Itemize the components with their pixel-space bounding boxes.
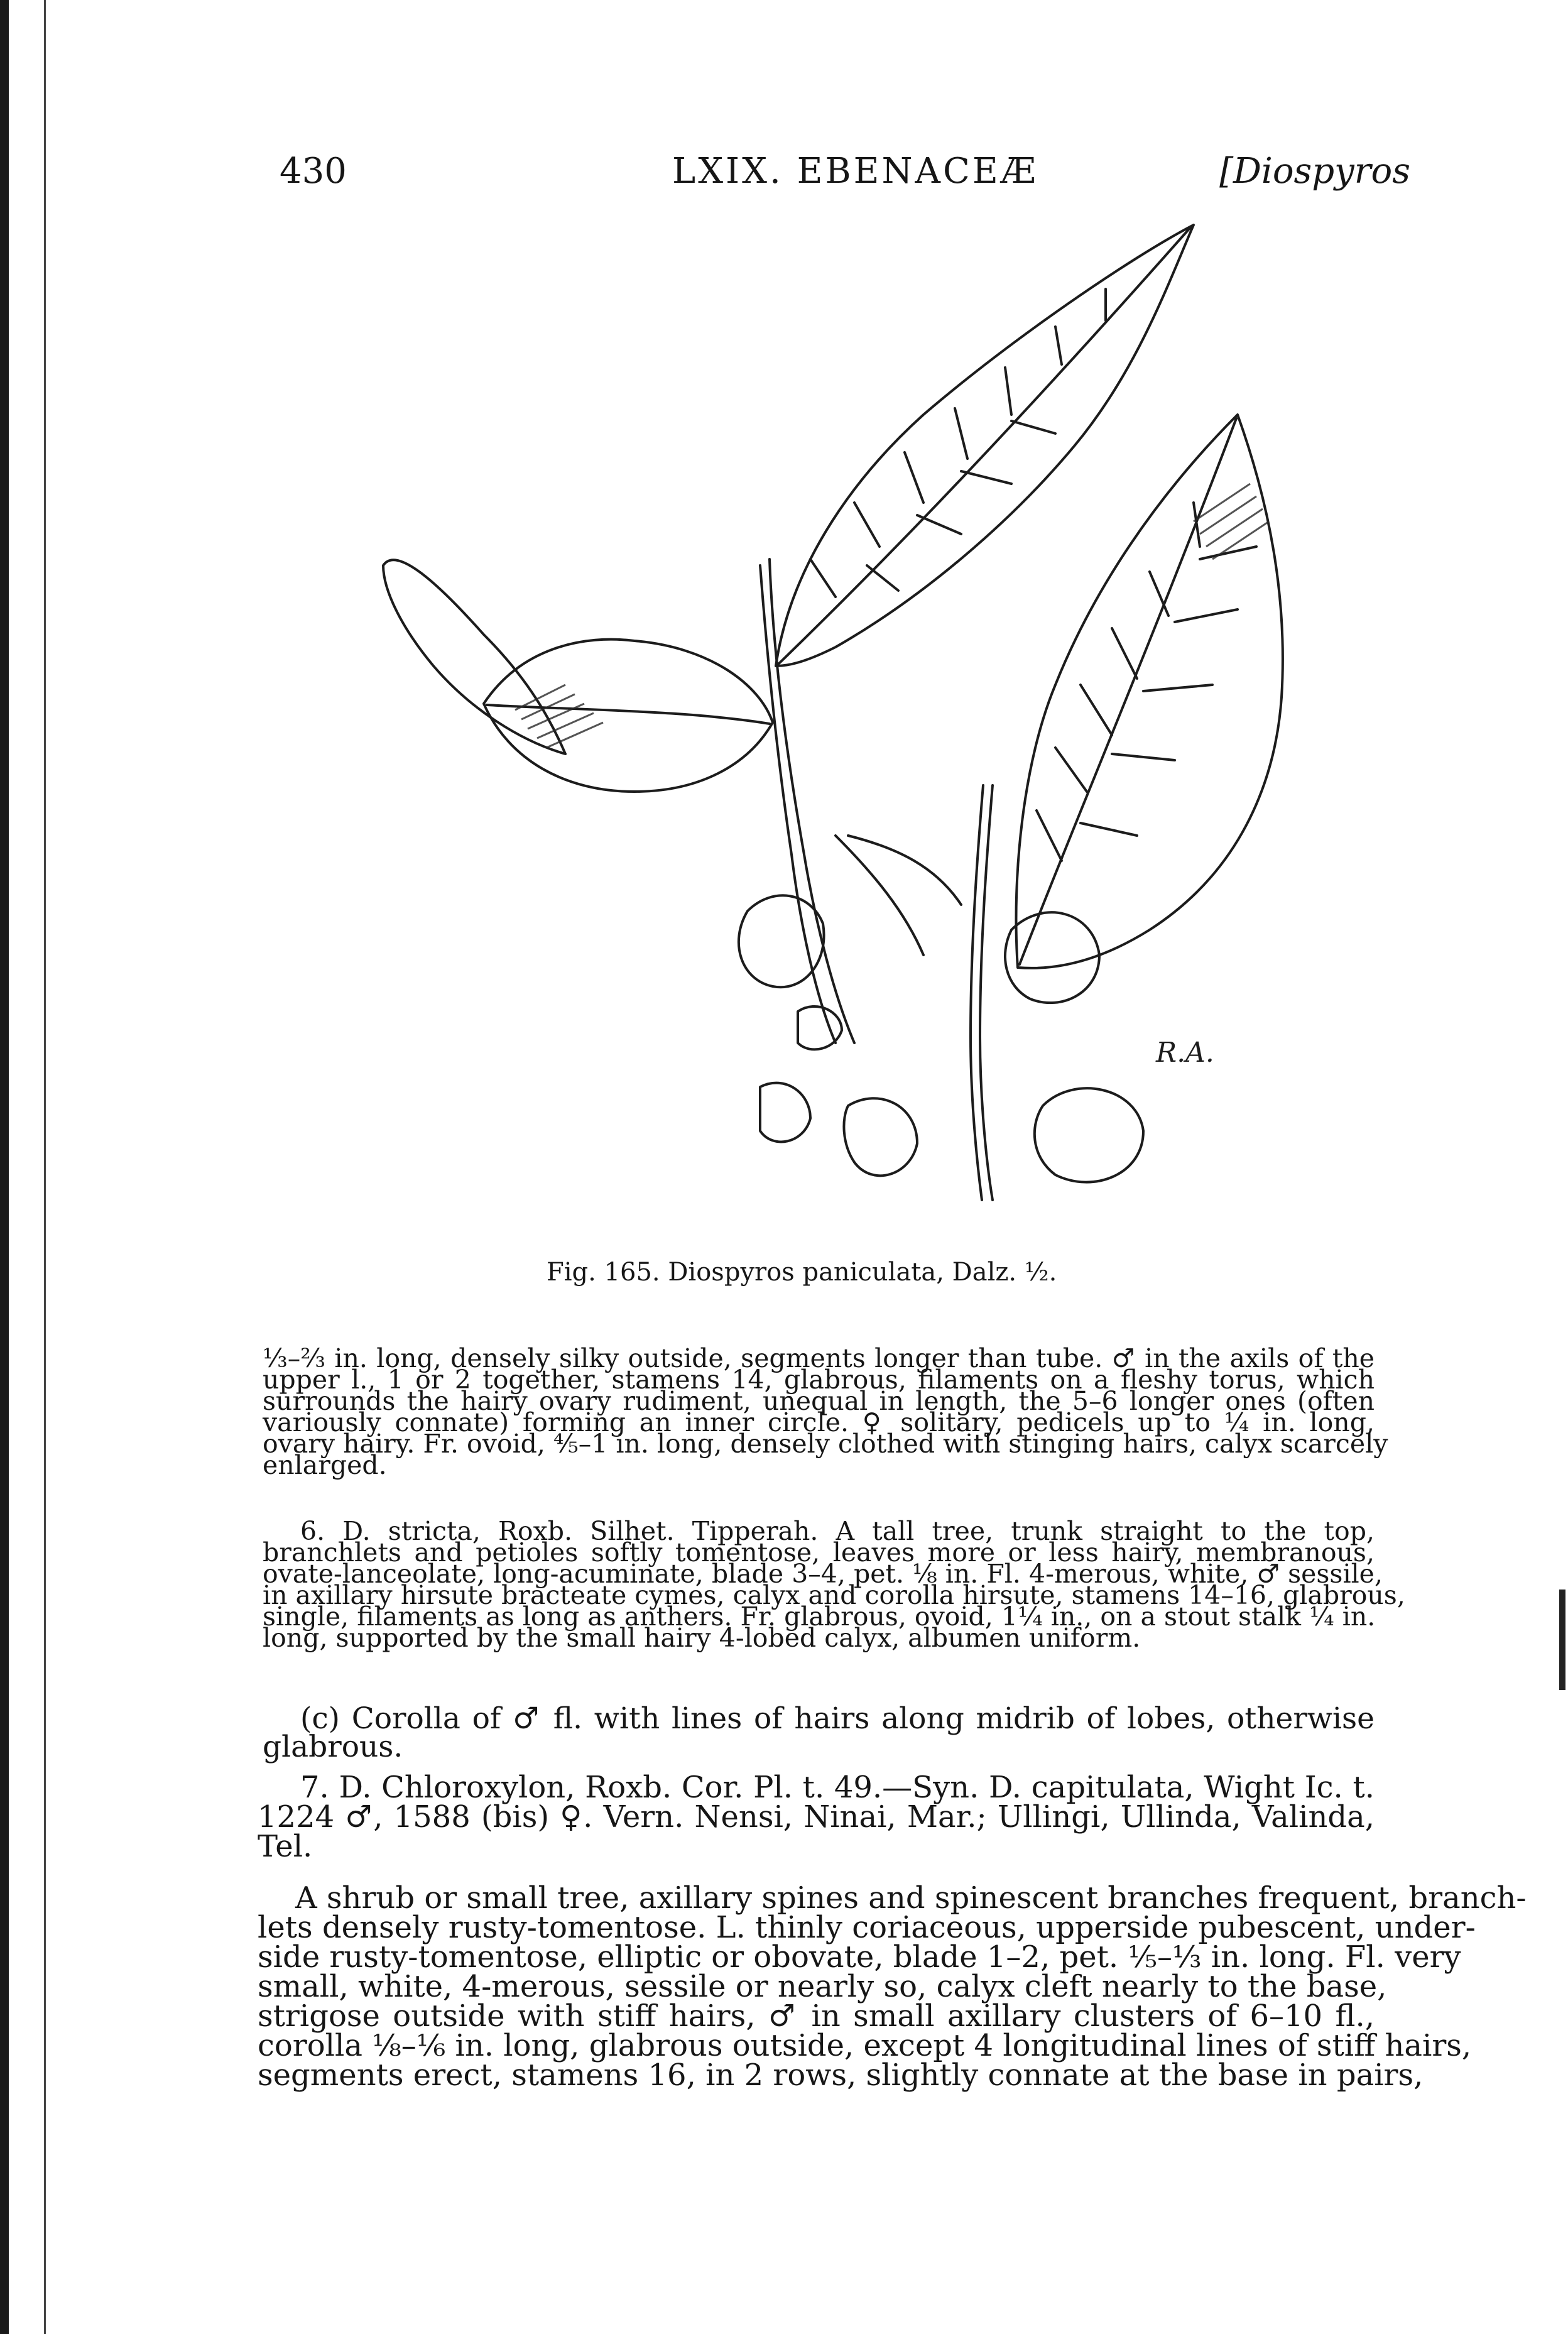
text-line: strigose outside with stiff hairs, ♂ in small axillary clusters of 6–10 fl., — [258, 1999, 1375, 2034]
text-line: 6. D. stricta, Roxb. Silhet. Tipperah. A tall tree, trunk straight to the top, — [300, 1516, 1375, 1546]
species-6-stricta — [263, 1516, 1405, 1653]
stem-right — [971, 785, 993, 1200]
species-7-heading — [258, 1770, 1375, 1864]
text-line: ⅓–⅔ in. long, densely silky outside, segments longer than tube. ♂ in the axils of the — [263, 1343, 1375, 1373]
flower-cluster-bottom — [760, 1083, 917, 1176]
text-line: glabrous. — [263, 1730, 403, 1764]
leaf-left-round-midrib — [487, 705, 770, 724]
text-line: surrounds the hairy ovary rudiment, unequal in length, the 5–6 longer ones (often — [263, 1386, 1375, 1416]
species-7-description — [258, 1880, 1527, 2093]
text-line: 7. D. Chloroxylon, Roxb. Cor. Pl. t. 49.—Syn. D. capitulata, Wight Ic. t. — [300, 1770, 1375, 1805]
leaf-shading-right — [1194, 484, 1269, 559]
text-line: lets densely rusty-tomentose. L. thinly coriaceous, upperside pubescent, under- — [258, 1910, 1476, 1945]
botanical-illustration — [358, 207, 1319, 1269]
flower-cluster-right — [1005, 912, 1143, 1182]
text-line: in axillary hirsute bracteate cymes, calyx and corolla hirsute, stamens 14–16, glabrous, — [263, 1580, 1405, 1610]
text-line: Tel. — [258, 1829, 313, 1864]
leaf-large-top — [776, 225, 1194, 666]
group-c — [263, 1701, 1375, 1764]
text-line: A shrub or small tree, axillary spines and spinescent branches frequent, branch- — [295, 1880, 1527, 1916]
leaf-large-right-veins — [1037, 503, 1256, 861]
running-head: [Diospyros — [1219, 151, 1410, 192]
scan-edge-left — [0, 0, 9, 2334]
page-number: 430 — [280, 151, 347, 192]
page-header — [280, 151, 1410, 207]
leaf-left-round — [484, 640, 773, 792]
text-line: upper l., 1 or 2 together, stamens 14, glabrous, filaments on a fleshy torus, which — [263, 1365, 1375, 1395]
leaf-large-top-midrib — [778, 227, 1190, 665]
text-line: segments erect, stamens 16, in 2 rows, slightly connate at the base in pairs, — [258, 2058, 1424, 2093]
text-line: branchlets and petioles softly tomentose, leaves more or less hairy, membranous, — [263, 1537, 1375, 1568]
continued-description — [263, 1343, 1388, 1480]
text-line: small, white, 4-merous, sessile or nearly so, calyx cleft nearly to the base, — [258, 1969, 1387, 2004]
text-line: side rusty-tomentose, elliptic or obovate, blade 1–2, pet. ⅕–⅓ in. long. Fl. very — [258, 1939, 1461, 1975]
artist-initials: R.A. — [1156, 1037, 1214, 1069]
text-line: (c) Corolla of ♂ fl. with lines of hairs along midrib of lobes, otherwise — [300, 1701, 1375, 1736]
text-line: single, filaments as long as anthers. Fr. glabrous, ovoid, 1¼ in., on a stout stalk ¼ in. — [263, 1601, 1376, 1632]
scan-edge-line — [44, 0, 46, 2334]
text-line: enlarged. — [263, 1450, 387, 1480]
stem-main — [760, 559, 854, 1043]
text-line: long, supported by the small hairy 4-lobed calyx, albumen uniform. — [263, 1623, 1141, 1653]
branch-twig — [836, 836, 961, 955]
text-line: corolla ⅛–⅙ in. long, glabrous outside, except 4 longitudinal lines of stiff hairs, — [258, 2028, 1472, 2063]
figure-caption: Fig. 165. Diospyros paniculata, Dalz. ½. — [547, 1258, 1057, 1287]
section-title: LXIX. EBENACEÆ — [672, 151, 1038, 192]
text-line: 1224 ♂, 1588 (bis) ♀. Vern. Nensi, Ninai, Mar.; Ullingi, Ullinda, Valinda, — [258, 1799, 1375, 1835]
flower-cluster-left — [739, 895, 842, 1049]
text-line: ovary hairy. Fr. ovoid, ⅘–1 in. long, densely clothed with stinging hairs, calyx scarcely — [263, 1429, 1388, 1459]
text-line: variously connate) forming an inner circle. ♀ solitary, pedicels up to ¼ in. long, — [263, 1407, 1375, 1437]
text-line: ovate-lanceolate, long-acuminate, blade 3–4, pet. ⅛ in. Fl. 4-merous, white, ♂ sessile, — [263, 1559, 1383, 1589]
scan-edge-right — [1559, 1590, 1565, 1690]
leaf-large-top-veins — [810, 289, 1106, 597]
